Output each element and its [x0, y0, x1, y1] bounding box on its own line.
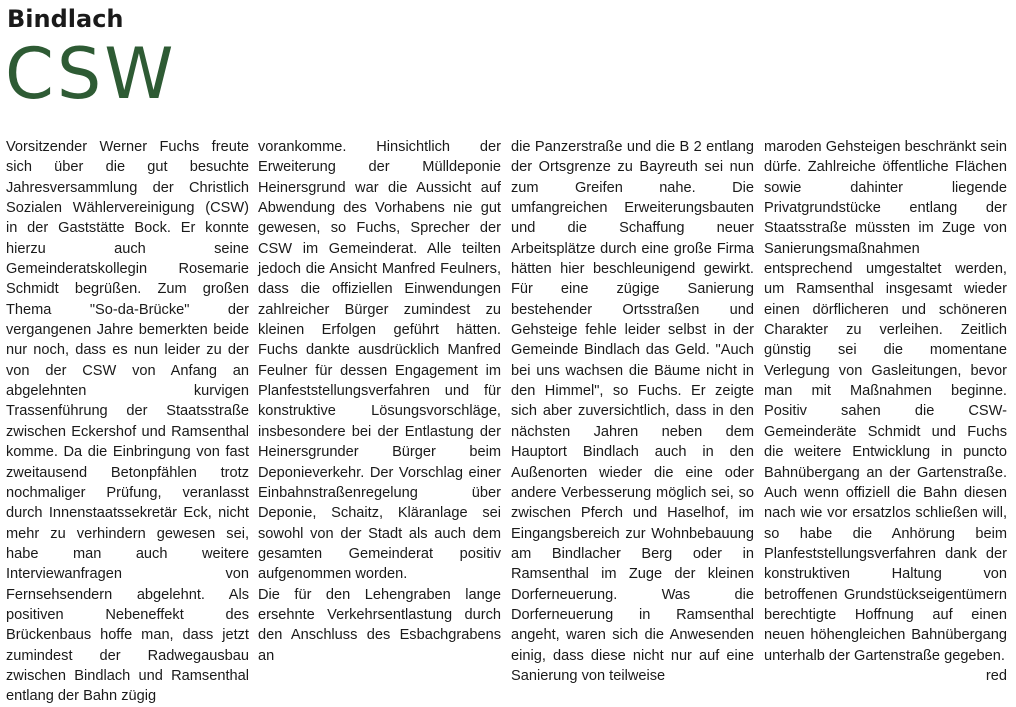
article-column-2	[258, 137, 501, 666]
article-kicker: Bindlach	[7, 5, 124, 33]
article-column-3	[511, 137, 754, 686]
paragraph	[764, 137, 1007, 684]
paragraph: vorankomme. Hinsichtlich der Erweiterung der Mülldeponie Heinersgrund war die Aussicht auf Abwendung des Vorhabens nie gut gewesen, so Fuchs, Sprecher der CSW im Gemeinderat. Alle teilten jedoch die Ansicht Manfred Feulners, dass die offiziellen Einwendungen zahlreicher Bürger zumindest zu kleinen Erfolgen geführt hätten. Fuchs dankte ausdrücklich Manfred Feulner für dessen Engagement im Planfeststellungsverfahren und für konstruktive Lösungsvorschläge, insbesondere bei der Entlastung der Heinersgrunder Bürger beim Deponieverkehr. Der Vorschlag einer Einbahnstraßenregelung über Deponie, Schaitz, Kläranlage sei sowohl von der Stadt als auch dem gesamten Gemeinderat positiv aufgenommen worden.	[258, 139, 501, 583]
article-column-4	[764, 137, 1007, 686]
paragraph: die Panzerstraße und die B 2 entlang der Ortsgrenze zu Bayreuth sei nun zum Greifen nahe. Die umfangreichen Erweiterungsbauten und die Schaffung neuer Arbeitsplätze durch eine große Firma hätten hier beschleunigend gewirkt. Für eine zügige Sanierung bestehender Ortsstraßen und Gehsteige fehle leider selbst in der Gemeinde Bindlach das Geld. "Auch bei uns wachsen die Bäume nicht in den Himmel", so Fuchs. Er zeigte sich aber zuversichtlich, dass in den nächsten Jahren neben dem Hauptort Bindlach auch in den Außenorten wieder die eine oder andere Verbesserung möglich sei, so zwischen Pferch und Haselhof, im Eingangsbereich zur Wohnbebauung am Bindlacher Berg oder in Ramsenthal im Zuge der kleinen Dorferneuerung. Was die Dorferneuerung in Ramsenthal angeht, waren sich die Anwesenden einig, dass diese nicht nur auf eine Sanierung von teilweise	[511, 139, 754, 684]
paragraph-text: maroden Gehsteigen beschränkt sein dürfe. Zahlreiche öffentliche Flächen sowie dahinter liegende Privatgrundstücke entlang der Staatsstraße müssten im Zuge von Sanierungsmaßnahmen entsprechend umgestaltet werden, um Ramsenthal insgesamt wieder einen dörflicheren und schöneren Charakter zu verleihen. Zeitlich günstig sei die momentane Verlegung von Gasleitungen, bevor man mit Maßnahmen beginne. Positiv sahen die CSW-Gemeinderäte Schmidt und Fuchs die weitere Entwicklung in puncto Bahnübergang an der Gartenstraße. Auch wenn offiziell die Bahn diesen nach wie vor ersatzlos schließen will, so habe die Anhörung beim Planfeststellungsverfahren dank der konstruktiven Haltung von betroffenen Grundstückseigentümern berechtigte Hoffnung auf einen neuen höhengleichen Bahnübergang unterhalb der Gartenstraße gegeben.	[764, 139, 1007, 664]
paragraph: Vorsitzender Werner Fuchs freute sich über die gut besuchte Jahresversammlung der Christlich Sozialen Wählervereinigung (CSW) in der Gaststätte Bock. Er konnte hierzu auch seine Gemeinderatskollegin Rosemarie Schmidt begrüßen. Zum großen Thema "So-da-Brücke" der vergangenen Jahre bemerkten beide nur noch, dass es nun leider zu der von der CSW von Anfang an abgelehnten kurvigen Trassenführung der Staatsstraße zwischen Eckershof und Ramsenthal komme. Da die Einbringung von fast zweitausend Betonpfählen trotz nochmaliger Prüfung, veranlasst durch Innenstaatssekretär Eck, nicht mehr zu verhindern gewesen sei, habe man auch weitere Interviewanfragen von Fernsehsendern abgelehnt. Als positiven Nebeneffekt des Brückenbaus hoffe man, dass jetzt zumindest der Radwegausbau zwischen Bindlach und Ramsenthal entlang der Bahn zügig	[6, 139, 249, 705]
article-headline: CSW	[5, 33, 177, 115]
article-column-1	[6, 137, 249, 707]
paragraph: Die für den Lehengraben lange ersehnte Verkehrsentlastung durch den Anschluss des Esbachgrabens an	[258, 586, 501, 664]
author-signature: red	[985, 667, 1007, 684]
